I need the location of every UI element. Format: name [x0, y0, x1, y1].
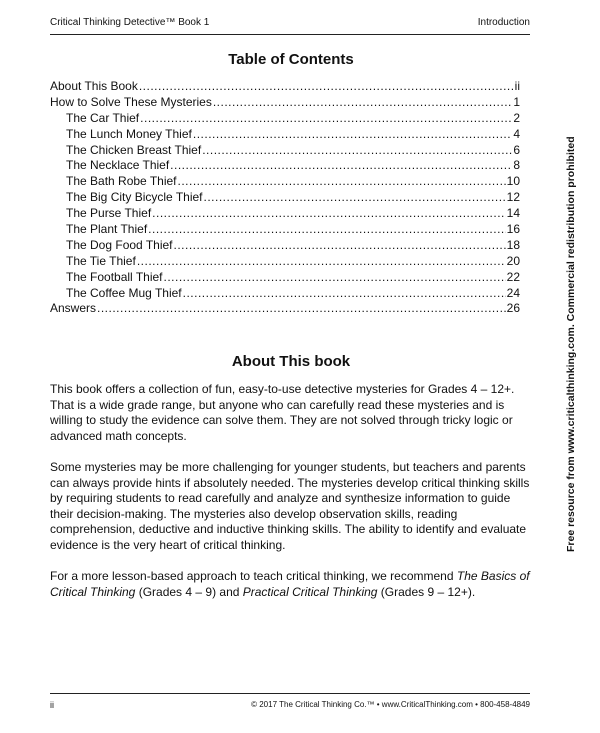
- toc-entry: [50, 301, 520, 317]
- dot-leader: [170, 158, 512, 174]
- dot-leader: [204, 190, 506, 206]
- toc-entry-label: The Tie Thief: [66, 253, 136, 268]
- dot-leader: [152, 206, 505, 222]
- toc-entry: [50, 127, 520, 143]
- toc-entry-page: 26: [506, 301, 520, 316]
- dot-leader: [178, 174, 506, 190]
- toc-entry: [50, 270, 520, 286]
- toc-entry-page: 4: [513, 126, 520, 141]
- book-title-practical: Practical Critical Thinking: [242, 584, 378, 599]
- dot-leader: [193, 127, 512, 143]
- about-paragraph-2: Some mysteries may be more challenging for younger students, but teachers and parents can always provide hints if absolutely needed. The mysteries develop critical thinking skills by requiring students to read carefully and analyze and synthesize information to guide their decision-making. The mysteries also develop observation skills, reading comprehension, deductive and inductive thinking skills. The ability to identify and evaluate evidence is the very heart of critical thinking.: [50, 459, 530, 552]
- toc-entry: [50, 254, 520, 270]
- p3-text-before: For a more lesson-based approach to teach critical thinking, we recommend: [50, 569, 457, 584]
- toc-entry-page: 20: [506, 253, 520, 268]
- toc-entry: [50, 286, 520, 302]
- toc-title: Table of Contents: [228, 51, 354, 68]
- toc-entry-page: 24: [506, 285, 520, 300]
- toc-entry-label: About This Book: [50, 79, 138, 93]
- toc-entry: [50, 158, 520, 174]
- page-header: [50, 17, 530, 28]
- toc-entry: [50, 143, 520, 159]
- toc-entry-page: 2: [513, 110, 520, 125]
- about-paragraph-3: [50, 569, 532, 600]
- toc-entry-label: The Football Thief: [66, 269, 163, 284]
- toc-entry-label: The Coffee Mug Thief: [66, 285, 182, 300]
- toc-entry-label: The Chicken Breast Thief: [66, 142, 202, 157]
- toc-entry-label: The Dog Food Thief: [66, 237, 173, 252]
- dot-leader: [148, 222, 505, 238]
- about-title: About This book: [231, 353, 351, 370]
- book-title: Critical Thinking Detective™ Book 1: [50, 17, 210, 28]
- toc-entry: [50, 238, 520, 254]
- toc-entry: [50, 190, 520, 206]
- toc-entry: [50, 206, 520, 222]
- toc-entry-label: The Bath Robe Thief: [66, 174, 177, 189]
- dot-leader: [174, 238, 506, 254]
- about-body: [50, 382, 532, 616]
- toc-entry-page: 8: [513, 158, 520, 173]
- book-title-basics: The Basics of Critical Thinking: [50, 569, 530, 599]
- toc-entry-page: 6: [513, 142, 520, 157]
- toc-entry-page: 18: [506, 237, 520, 252]
- toc-entry: [50, 222, 520, 238]
- toc-entry-label: The Big City Bicycle Thief: [66, 190, 203, 205]
- copyright-line: © 2017 The Critical Thinking Co.™ • www.CriticalThinking.com • 800-458-4849: [251, 700, 530, 709]
- p3-text-mid: (Grades 4 – 9) and: [135, 584, 243, 599]
- redistribution-notice: Free resource from www.criticalthinking.com. Commercial redistribution prohibited: [565, 136, 577, 552]
- dot-leader: [137, 254, 506, 270]
- dot-leader: [202, 143, 512, 159]
- toc-entry-page: 1: [513, 94, 520, 109]
- dot-leader: [139, 79, 514, 95]
- toc-entry: [50, 79, 520, 95]
- toc-entry-label: The Plant Thief: [66, 222, 148, 237]
- toc-entry-page: 14: [506, 206, 520, 221]
- toc-entry: [50, 174, 520, 190]
- toc-entry-label: The Lunch Money Thief: [66, 126, 192, 141]
- dot-leader: [97, 301, 506, 317]
- dot-leader: [164, 270, 506, 286]
- section-name: Introduction: [477, 17, 530, 28]
- toc-entry-label: The Necklace Thief: [66, 158, 170, 173]
- toc-entry-label: How to Solve These Mysteries: [50, 94, 212, 109]
- toc-entry-page: 12: [506, 190, 520, 205]
- dot-leader: [183, 286, 506, 302]
- dot-leader: [213, 95, 512, 111]
- toc-entry-page: ii: [514, 79, 520, 93]
- toc-entry-label: The Car Thief: [66, 110, 140, 125]
- dot-leader: [140, 111, 512, 127]
- p3-text-after: (Grades 9 – 12+).: [377, 584, 476, 599]
- about-paragraph-1: This book offers a collection of fun, easy-to-use detective mysteries for Grades 4 – 12+. That is a wide grade range, but anyone who can carefully read these mysteries and is willing to study the evidence can solve them. They are not solved through tricky logic or advanced math concepts.: [50, 382, 515, 443]
- toc-entry-label: The Purse Thief: [66, 206, 152, 221]
- header-rule: [50, 34, 530, 35]
- toc-entry-page: 10: [506, 174, 520, 189]
- table-of-contents: [50, 79, 520, 317]
- footer-rule: [50, 693, 530, 694]
- page-number: ii: [50, 700, 54, 710]
- toc-entry: [50, 95, 520, 111]
- toc-entry: [50, 111, 520, 127]
- toc-entry-label: Answers: [50, 301, 97, 316]
- toc-entry-page: 16: [506, 222, 520, 237]
- toc-entry-page: 22: [506, 269, 520, 284]
